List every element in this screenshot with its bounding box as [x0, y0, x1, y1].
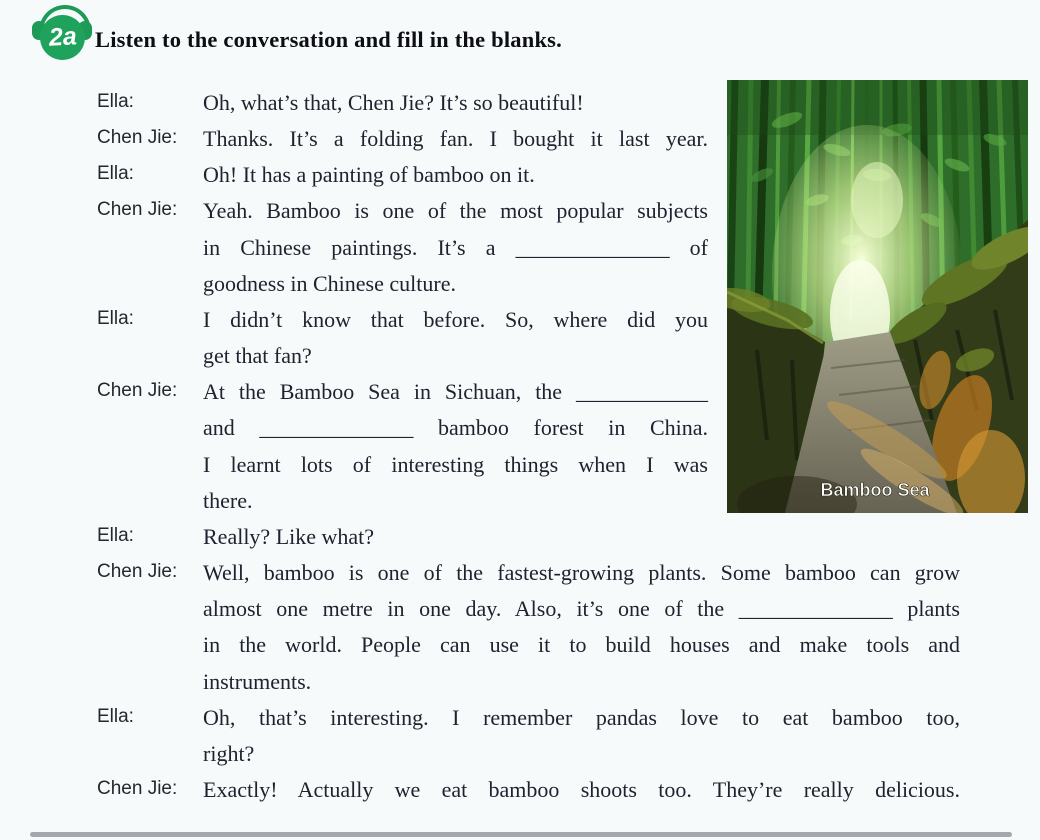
dialogue-text: Thanks. It’s a folding fan. I bought it last year. — [203, 126, 708, 151]
dialogue-line — [0, 593, 1040, 627]
dialogue-text: in Chinese paintings. It’s a ______________ of — [203, 235, 708, 260]
speaker-label: Chen Jie: — [97, 380, 178, 401]
listening-activity-badge — [30, 4, 94, 64]
dialogue-text: I learnt lots of interesting things when I was — [203, 452, 708, 477]
speaker-label: Ella: — [97, 308, 134, 329]
dialogue-text: Oh, that’s interesting. I remember pandas love to eat bamboo too, — [203, 705, 960, 730]
dialogue-text: get that fan? — [203, 343, 312, 368]
speaker-label: Ella: — [97, 163, 134, 184]
dialogue-line — [0, 738, 1040, 772]
speaker-label: Ella: — [97, 525, 134, 546]
dialogue-text: there. — [203, 488, 253, 513]
activity-instruction: Listen to the conversation and fill in the blanks. — [95, 27, 562, 52]
dialogue-line — [0, 629, 1040, 663]
speaker-label: Chen Jie: — [97, 778, 178, 799]
dialogue-text: Exactly! Actually we eat bamboo shoots too. They’re really delicious. — [203, 777, 960, 802]
speaker-label: Ella: — [97, 91, 134, 112]
dialogue-line — [0, 774, 1040, 808]
dialogue-text: instruments. — [203, 669, 312, 694]
dialogue-text: in the world. People can use it to build houses and make tools and — [203, 632, 960, 657]
speaker-label: Chen Jie: — [97, 561, 178, 582]
photo-caption: Bamboo Sea — [820, 480, 930, 500]
dialogue-text: and ______________ bamboo forest in China. — [203, 415, 708, 440]
speaker-label: Ella: — [97, 706, 134, 727]
bamboo-forest-illustration — [727, 80, 1028, 513]
dialogue-text: Yeah. Bamboo is one of the most popular subjects — [203, 198, 708, 223]
dialogue-line — [0, 666, 1040, 700]
dialogue-line — [0, 557, 1040, 591]
dialogue-text: At the Bamboo Sea in Sichuan, the ____________ — [203, 379, 708, 404]
dialogue-text: goodness in Chinese culture. — [203, 271, 456, 296]
activity-number-circle — [40, 15, 85, 60]
dialogue-text: Well, bamboo is one of the fastest-growing plants. Some bamboo can grow — [203, 560, 960, 585]
dialogue-text: Oh! It has a painting of bamboo on it. — [203, 162, 535, 187]
speaker-label: Chen Jie: — [97, 199, 178, 220]
bamboo-sea-photo — [727, 80, 1028, 513]
dialogue-text: right? — [203, 741, 255, 766]
activity-number: 2a — [47, 22, 78, 52]
dialogue-line — [0, 702, 1040, 736]
speaker-label: Chen Jie: — [97, 127, 178, 148]
dialogue-text: Oh, what’s that, Chen Jie? It’s so beautiful! — [203, 90, 584, 115]
dialogue-line — [0, 521, 1040, 555]
page-edge-shadow — [30, 832, 1012, 837]
dialogue-text: almost one metre in one day. Also, it’s one of the ______________ plants — [203, 596, 960, 621]
dialogue-text: I didn’t know that before. So, where did you — [203, 307, 708, 332]
dialogue-text: Really? Like what? — [203, 524, 375, 549]
